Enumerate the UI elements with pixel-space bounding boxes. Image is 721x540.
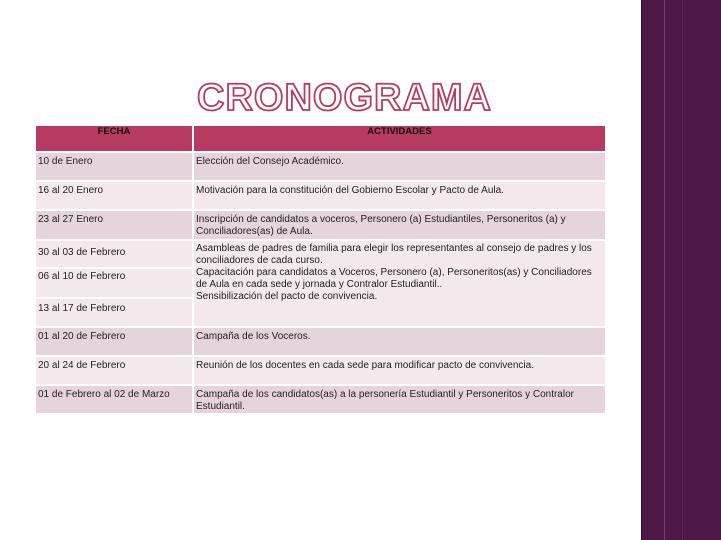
table-row-group — [36, 241, 607, 328]
table-row — [36, 328, 607, 357]
schedule-table — [36, 126, 607, 415]
row-fecha: 06 al 10 de Febrero — [36, 269, 192, 299]
row-fecha: 20 al 24 de Febrero — [36, 357, 194, 386]
table-row — [36, 386, 607, 415]
row-actividad: Capacitación para candidatos a Voceros, Personero (a), Personeritos(as) y Conciliadores de Aula en cada sede y jornada y Contralor Estudiantil.. — [196, 267, 592, 290]
table-row — [36, 182, 607, 211]
row-fecha: 10 de Enero — [36, 153, 194, 182]
row-fecha: 30 al 03 de Febrero — [36, 241, 192, 269]
table-header-row — [36, 126, 607, 153]
row-actividad: Sensibilización del pacto de convivencia. — [196, 291, 378, 302]
row-actividad: Elección del Consejo Académico. — [194, 153, 607, 182]
decorative-side-panel — [641, 0, 721, 540]
table-row — [36, 153, 607, 182]
header-actividades: ACTIVIDADES — [194, 126, 607, 153]
row-actividad: Inscripción de candidatos a voceros, Personero (a) Estudiantiles, Personeritos (a) y Conciliadores(as) de Aula. — [194, 211, 607, 241]
row-actividad-group — [194, 241, 607, 328]
header-fecha: FECHA — [36, 126, 194, 153]
row-fecha: 01 de Febrero al 02 de Marzo — [36, 386, 194, 415]
row-actividad: Motivación para la constitución del Gobierno Escolar y Pacto de Aula. — [194, 182, 607, 211]
row-fecha: 13 al 17 de Febrero — [38, 303, 126, 314]
slide-title-text: CRONOGRAMA — [197, 77, 492, 119]
row-actividad: Campaña de los candidatos(as) a la personería Estudiantil y Personeritos y Contralor Estudiantil. — [194, 386, 607, 415]
panel-stripe — [664, 0, 665, 540]
row-actividad: Asambleas de padres de familia para elegir los representantes al consejo de padres y los conciliadores de cada curso. — [196, 243, 592, 266]
row-actividad: Campaña de los Voceros. — [194, 328, 607, 357]
row-fecha-group — [36, 241, 194, 328]
slide-title — [197, 74, 492, 119]
row-fecha: 23 al 27 Enero — [36, 211, 194, 241]
table-row — [36, 211, 607, 241]
table-row — [36, 357, 607, 386]
row-actividad: Reunión de los docentes en cada sede para modificar pacto de convivencia. — [194, 357, 607, 386]
row-fecha: 16 al 20 Enero — [36, 182, 194, 211]
panel-stripe — [682, 0, 683, 540]
row-fecha: 01 al 20 de Febrero — [36, 328, 194, 357]
